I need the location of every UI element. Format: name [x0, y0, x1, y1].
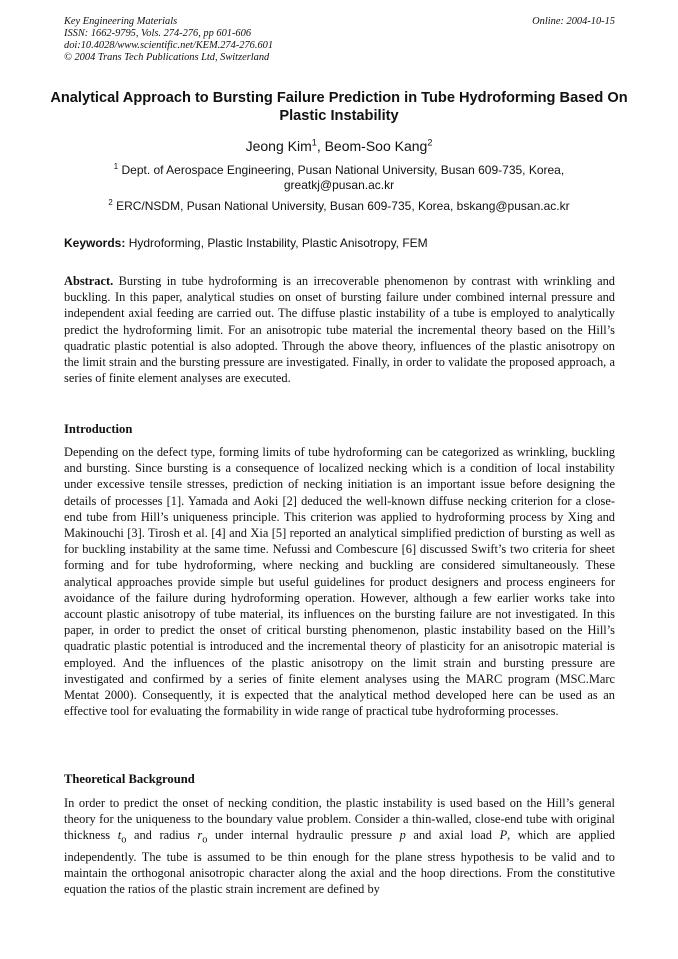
author-affiliation-marker: 1	[311, 137, 317, 148]
doi-line[interactable]: doi:10.4028/www.scientific.net/KEM.274-276.601	[64, 40, 274, 51]
affiliation-text: Dept. of Aerospace Engineering, Pusan National University, Busan 609-735, Korea, greatkj@pusan.ac.kr	[118, 163, 565, 192]
symbol-axial-load: P	[499, 828, 508, 843]
keywords-text: Hydroforming, Plastic Instability, Plastic Anisotropy, FEM	[125, 236, 428, 250]
keywords-line	[64, 236, 615, 251]
affiliation-marker: 1	[113, 162, 119, 171]
author-affiliation-marker: 2	[427, 137, 433, 148]
affiliation-1	[80, 163, 598, 193]
affiliation-2	[50, 199, 628, 214]
journal-header	[64, 16, 615, 64]
affiliation-text: ERC/NSDM, Pusan National University, Busan 609-735, Korea, bskang@pusan.ac.kr	[112, 199, 570, 213]
theory-text: In order to predict the onset of necking condition, the plastic instability is used based on the Hill’s general theory for the uniqueness to the boundary value problem. Consider a thin-walled, close-end tube with original thickness	[64, 796, 615, 843]
abstract-paragraph	[64, 273, 615, 386]
symbol-pressure: p	[399, 828, 406, 843]
affiliation-marker: 2	[108, 198, 113, 207]
section-heading-introduction: Introduction	[64, 422, 133, 436]
copyright-line: © 2004 Trans Tech Publications Ltd, Switzerland	[64, 52, 270, 63]
journal-name: Key Engineering Materials	[64, 16, 178, 27]
author-list	[50, 137, 628, 155]
theory-text: and axial load	[405, 828, 500, 843]
theory-text: , which are applied independently. The tube is assumed to be thin enough for the plane stress hypothesis to be valid and to maintain the orthogonal anisotropic character along the axial and the hoop directions. From the constitutive equation the ratios of the plastic strain increment are defined by	[64, 828, 615, 897]
keywords-label: Keywords:	[64, 236, 126, 250]
introduction-paragraph: Depending on the defect type, forming limits of tube hydroforming can be categorized as wrinkling, buckling and bursting. Since bursting is a consequence of localized necking which is a condition of local instability under excessive tensile stresses, prediction of necking initiation is an important issue before designing the details of processes [1]. Yamada and Aoki [2] deduced the well-known diffuse necking criterion for a close-end tube from Hill’s uniqueness principle. This criterion was applied to hydroforming process by Xing and Makinouchi [3]. Tirosh et al. [4] and Xia [5] reported an analytical simplified prediction of bursting as well as for buckling instability at the same time. Nefussi and Combescure [6] discussed Swift’s two criteria for sheet forming and for tube hydroforming, where necking and buckling are considered simultaneously. These analytical approaches provide simple but useful guidelines for product designers and process engineers for avoidance of the failure during hydroforming operation. However, although a few earlier works take into account plastic anisotropy of tube material, its influences on the bursting failure are not investigated. In this paper, in order to predict the onset of critical bursting phenomenon, plastic instability based on the Hill’s quadratic plastic potential is introduced and the incremental theory of plasticity for an anisotropic material is employed. And the influences of the plastic anisotropy on the limit strain and bursting pressure are investigated and confirmed by a series of finite element analyses using the MARC program (MSC.Marc Mentat 2000). Consequently, it is expected that the analytical method developed here can be used as an effective tool for evaluating the formability in wide range of practical tube hydroforming processes.	[64, 445, 615, 719]
section-heading-theoretical-background: Theoretical Background	[64, 772, 195, 786]
symbol-subscript: o	[121, 834, 127, 846]
author-name: Beom-Soo Kang	[324, 138, 428, 154]
paper-title: Analytical Approach to Bursting Failure Prediction in Tube Hydroforming Based On Plastic Instability	[50, 90, 628, 124]
theory-paragraph	[64, 795, 615, 898]
author-separator: ,	[316, 138, 325, 154]
abstract-text: Bursting in tube hydroforming is an irrecoverable phenomenon by contrast with wrinkling and buckling. In this paper, analytical studies on onset of bursting failure under combined internal pressure and independent axial feeding are carried out. The diffuse plastic instability of a tube is employed to analytically predict the hydroforming limit. For an anisotropic tube material the incremental theory based on the Hill’s quadratic plastic potential is also adopted. Through the above theory, influences of the plastic anisotropy on the limit strain and the bursting pressure are investigated. Finally, in order to validate the proposed approach, a series of finite element analyses are executed.	[64, 274, 615, 386]
issn-line: ISSN: 1662-9795, Vols. 274-276, pp 601-606	[64, 28, 252, 39]
symbol-radius: r	[197, 828, 203, 843]
author-name: Jeong Kim	[245, 138, 312, 154]
theory-text: under internal hydraulic pressure	[207, 828, 400, 843]
online-date: Online: 2004-10-15	[532, 16, 615, 27]
theory-text: and radius	[126, 828, 198, 843]
symbol-thickness: t	[117, 828, 122, 843]
symbol-subscript: o	[202, 834, 208, 846]
abstract-label: Abstract.	[64, 274, 114, 288]
